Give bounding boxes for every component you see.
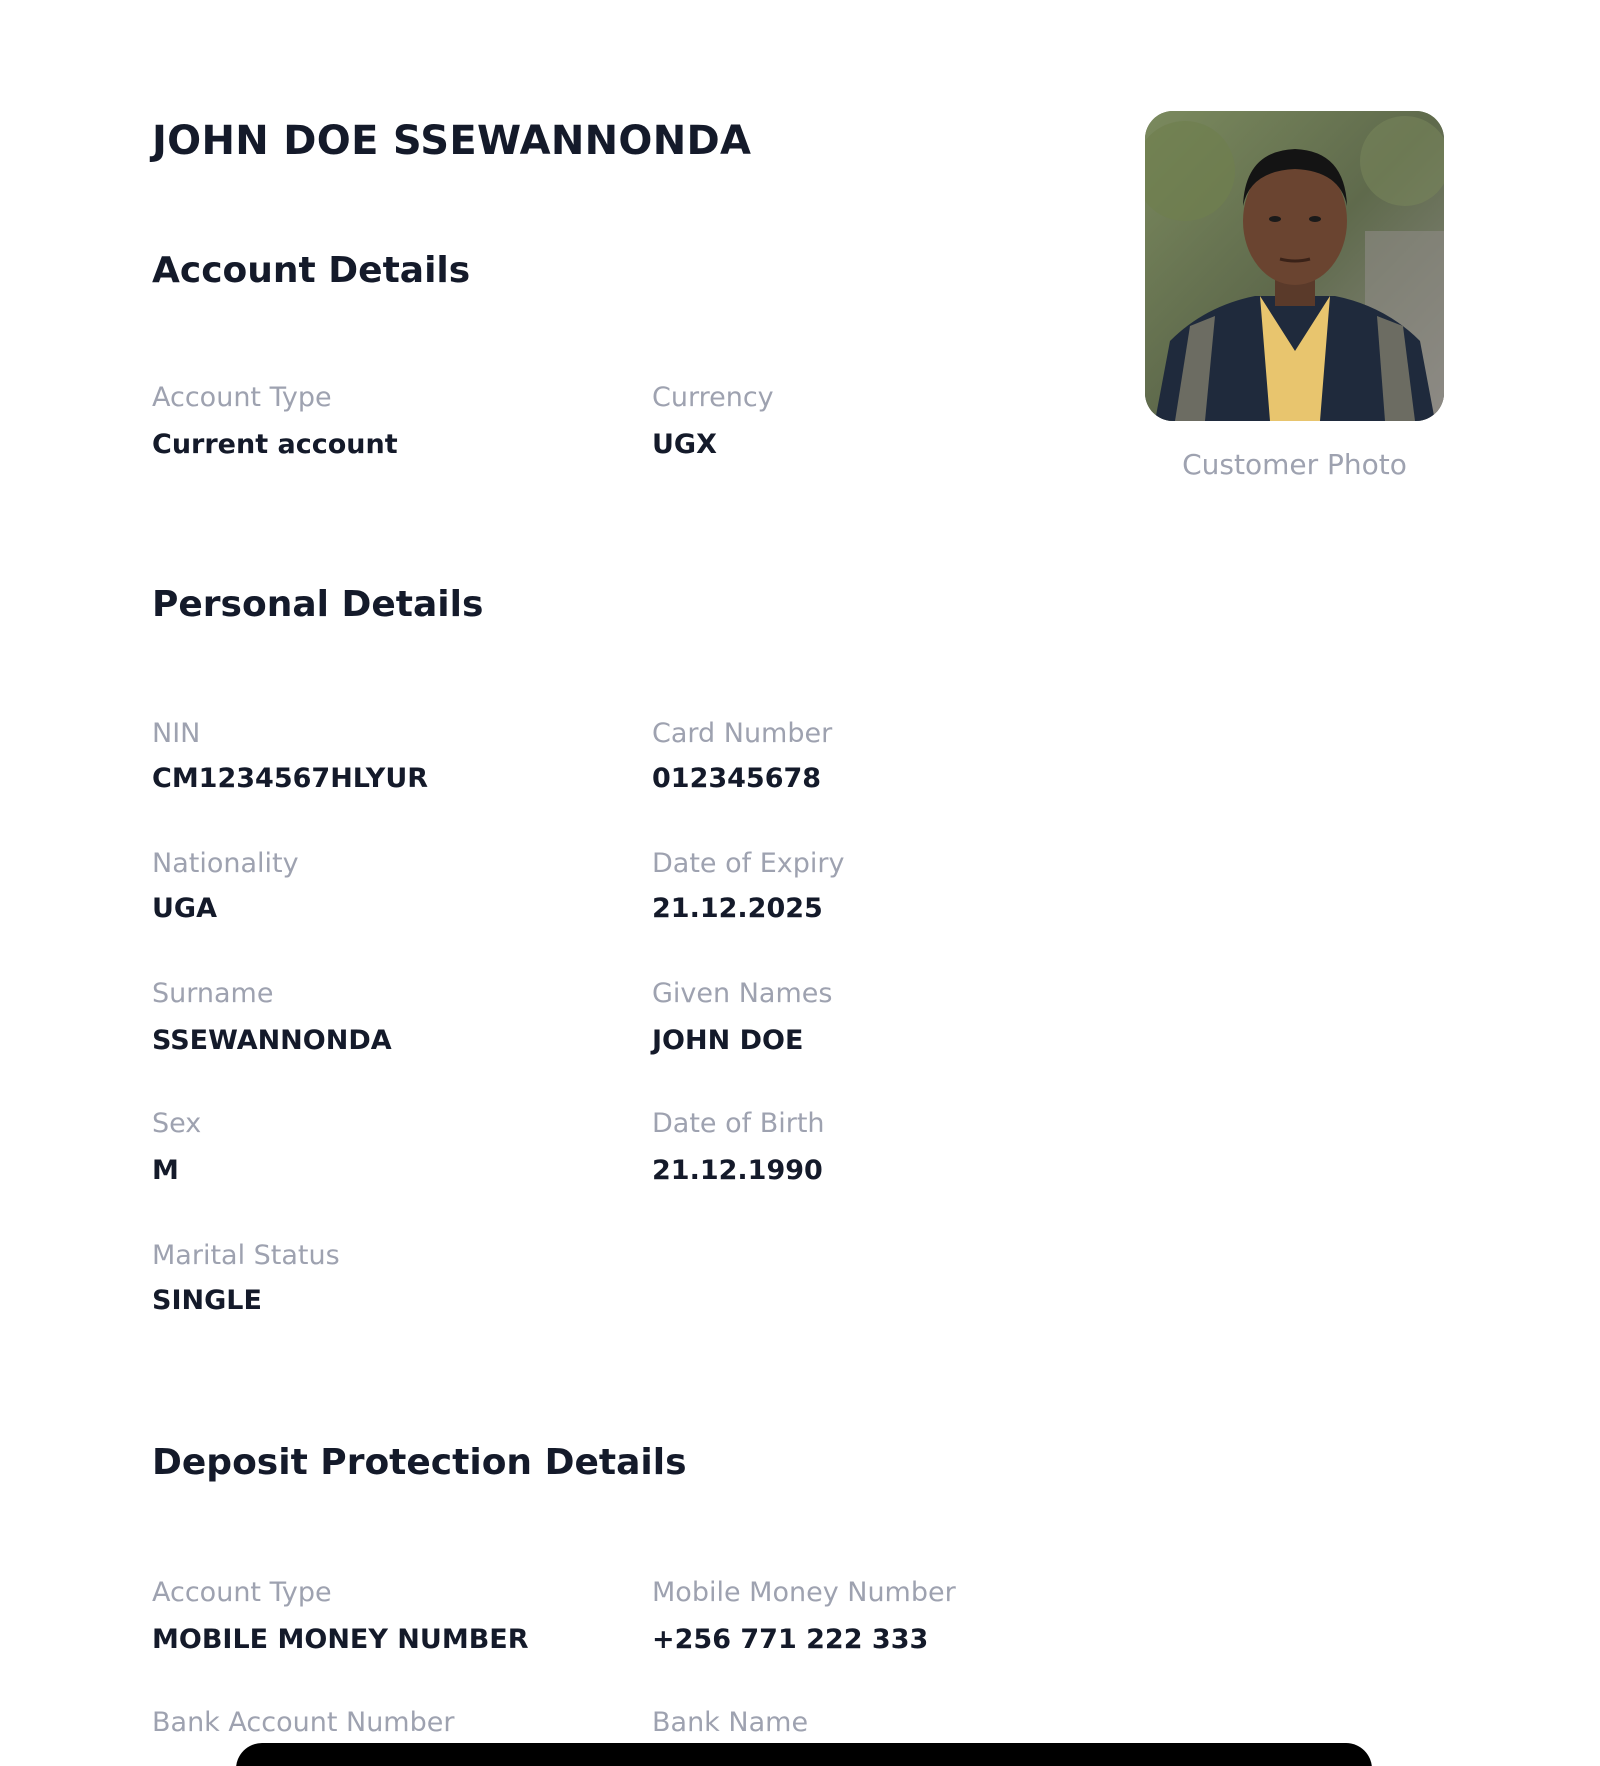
given-names-label: Given Names [652, 978, 833, 1009]
deposit-protection-heading: Deposit Protection Details [152, 1442, 687, 1483]
customer-name-heading: JOHN DOE SSEWANNONDA [152, 118, 752, 164]
nin-label: NIN [152, 718, 201, 749]
account-type-label: Account Type [152, 382, 332, 413]
marital-status-value: SINGLE [152, 1285, 262, 1316]
expiry-date-value: 21.12.2025 [652, 893, 823, 924]
card-number-label: Card Number [652, 718, 833, 749]
nationality-value: UGA [152, 893, 217, 924]
bottom-sheet-bar[interactable] [236, 1743, 1372, 1766]
bank-name-label: Bank Name [652, 1707, 809, 1738]
dob-label: Date of Birth [652, 1108, 825, 1139]
bank-account-number-label: Bank Account Number [152, 1707, 455, 1738]
expiry-date-label: Date of Expiry [652, 848, 845, 879]
card-number-value: 012345678 [652, 763, 822, 794]
surname-label: Surname [152, 978, 274, 1009]
currency-value: UGX [652, 429, 717, 460]
given-names-value: JOHN DOE [652, 1025, 804, 1056]
mobile-money-number-label: Mobile Money Number [652, 1577, 956, 1608]
nationality-label: Nationality [152, 848, 299, 879]
marital-status-label: Marital Status [152, 1240, 340, 1271]
surname-value: SSEWANNONDA [152, 1025, 392, 1056]
account-details-heading: Account Details [152, 250, 471, 291]
personal-details-heading: Personal Details [152, 584, 484, 625]
account-type-value: Current account [152, 429, 398, 460]
dob-value: 21.12.1990 [652, 1155, 823, 1186]
person-portrait-icon [1145, 111, 1444, 421]
sex-label: Sex [152, 1108, 202, 1139]
mobile-money-number-value: +256 771 222 333 [652, 1624, 929, 1655]
customer-photo [1145, 111, 1444, 421]
dp-account-type-value: MOBILE MONEY NUMBER [152, 1624, 529, 1655]
nin-value: CM1234567HLYUR [152, 763, 429, 794]
currency-label: Currency [652, 382, 774, 413]
dp-account-type-label: Account Type [152, 1577, 332, 1608]
sex-value: M [152, 1155, 179, 1186]
customer-photo-caption: Customer Photo [1182, 448, 1407, 481]
